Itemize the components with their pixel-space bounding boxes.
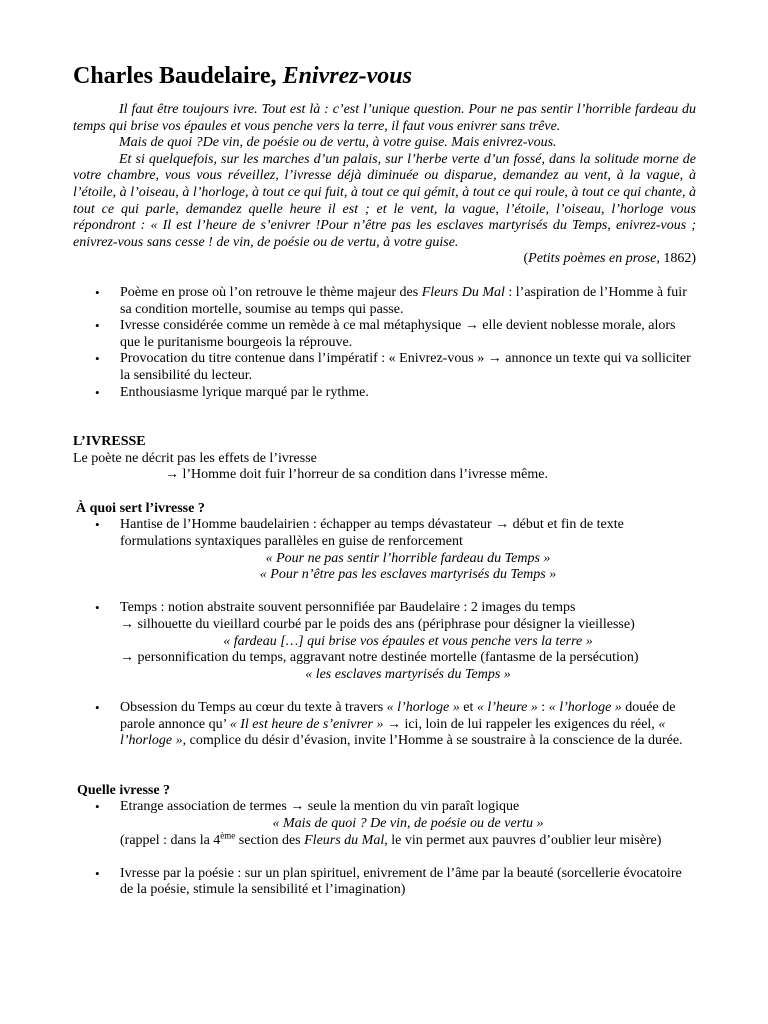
bullet-text: et	[459, 700, 477, 715]
poem-paragraph: Il faut être toujours ivre. Tout est là : c’est l’unique question. Pour ne pas sentir l’horrible fardeau du temps qui brise vos épaules et vous penche vers la terre, il faut vous enivrer sans trêve.	[73, 102, 696, 134]
poem-text	[73, 102, 696, 251]
list-item	[73, 285, 696, 318]
bullet-italic: Fleurs Du Mal	[421, 284, 505, 300]
quote: « Pour ne pas sentir l’horrible fardeau du Temps »	[265, 550, 551, 566]
intro-bullets	[73, 285, 696, 401]
body-line: Le poète ne décrit pas les effets de l’ivresse	[73, 450, 317, 466]
bullet-italic: « l’heure »	[476, 700, 538, 715]
bullet-subline	[120, 829, 696, 850]
page-title	[73, 58, 696, 94]
superscript: ème	[220, 829, 236, 840]
bullet-italic: « l’horloge »	[548, 700, 622, 715]
section-quelle	[73, 783, 696, 899]
poem-source	[73, 251, 696, 268]
bullet-text: :	[537, 700, 549, 715]
quote: « fardeau […] qui brise vos épaules et vous penche vers la terre »	[223, 633, 593, 649]
bullet-text: , le vin permet aux pauvres d’oublier leur misère)	[384, 832, 662, 848]
list-item	[73, 517, 696, 583]
section-heading: Quelle ivresse ?	[77, 782, 171, 798]
bullet-text: (rappel : dans la 4	[120, 832, 221, 848]
quote: « Pour n’être pas les esclaves martyrisés du Temps »	[259, 567, 557, 583]
list-item	[73, 600, 696, 683]
bullet-text: , complice du désir d’évasion, invite l’Homme à se soustraire à la conscience de la durée.	[182, 733, 683, 749]
bullet-text: Temps : notion abstraite souvent personnifiée par Baudelaire : 2 images du temps	[120, 600, 576, 616]
bullet-italic: « l’horloge »	[386, 700, 460, 715]
bullet-text: section des	[235, 832, 305, 848]
bullet-italic: Fleurs du Mal	[304, 832, 385, 848]
title-author: Charles Baudelaire,	[73, 63, 277, 89]
source-paren: (	[523, 251, 529, 267]
bullet-text: douée de parole annonce qu’	[120, 700, 676, 732]
section-a-quoi	[73, 501, 696, 750]
list-item: • Ivresse considérée comme un remède à ce mal métaphysique → elle devient noblesse morale, alors que le puritanisme bourgeois la réprouve.	[73, 318, 696, 351]
document-page	[73, 58, 696, 899]
list-item	[73, 799, 696, 849]
poem-paragraph: Mais de quoi ?De vin, de poésie ou de vertu, à votre guise. Mais enivrez-vous.	[119, 135, 557, 151]
body-line: → l’Homme doit fuir l’horreur de sa condition dans l’ivresse même.	[165, 467, 548, 483]
bullet-text: : l’aspiration de l’Homme à fuir sa condition mortelle, soumise au temps qui passe.	[120, 284, 687, 317]
a-quoi-bullets	[73, 517, 696, 749]
source-year: 1862)	[659, 251, 696, 267]
bullet-italic: « l’horloge »	[120, 716, 666, 749]
quote: « Mais de quoi ? De vin, de poésie ou de vertu »	[272, 815, 544, 831]
list-item: • Provocation du titre contenue dans l’impératif : « Enivrez-vous » → annonce un texte qui va solliciter la sensibilité du lecteur.	[73, 351, 696, 384]
bullet-subline: → silhouette du vieillard courbé par le poids des ans (périphrase pour désigner la vieillesse)	[120, 617, 635, 633]
quote: « les esclaves martyrisés du Temps »	[305, 666, 511, 682]
section-heading: À quoi sert l’ivresse ?	[76, 500, 205, 516]
section-heading: L’IVRESSE	[73, 434, 146, 450]
title-work: Enivrez-vous	[282, 63, 412, 89]
source-title: Petits poèmes en prose,	[528, 251, 660, 267]
bullet-text: Hantise de l’Homme baudelairien : échapper au temps dévastateur → début et fin de texte formulations syntaxiques parallèles en guise de renforcement	[120, 517, 624, 550]
bullet-text: Obsession du Temps au cœur du texte à travers	[120, 700, 387, 715]
bullet-italic: « Il est heure de s’enivrer »	[229, 716, 384, 732]
poem-paragraph: Et si quelquefois, sur les marches d’un palais, sur l’herbe verte d’un fossé, dans la solitude morne de votre chambre, vous vous réveillez, l’ivresse déjà diminuée ou disparue, demandez au vent, à la vague, à l’étoile, à l’oiseau, à l’horloge, à tout ce qui fuit, à tout ce qui gémit, à tout ce qui roule, à tout ce qui chante, à tout ce qui parle, demandez quelle heure il est ; et le vent, la vague, l’étoile, l’oiseau, l’horloge vous répondront : « Il est l’heure de s’enivrer !Pour n’être pas les esclaves martyrisés du Temps, enivrez-vous ; enivrez-vous sans cesse ! de vin, de poésie ou de vertu, à votre guise.	[73, 151, 696, 250]
section-ivresse	[73, 434, 696, 484]
bullet-text: Poème en prose où l’on retrouve le thème majeur des	[120, 284, 422, 300]
list-item: • Ivresse par la poésie : sur un plan spirituel, enivrement de l’âme par la beauté (sorcellerie évocatoire de la poésie, stimule la sensibilité et l’imagination)	[73, 866, 696, 899]
list-item	[73, 700, 696, 750]
bullet-subline: → personnification du temps, aggravant notre destinée mortelle (fantasme de la persécution)	[120, 650, 639, 666]
bullet-text: → ici, loin de lui rappeler les exigences du réel,	[383, 716, 659, 732]
bullet-text: Etrange association de termes → seule la mention du vin paraît logique	[120, 799, 520, 815]
quelle-bullets	[73, 799, 696, 899]
list-item: • Enthousiasme lyrique marqué par le rythme.	[73, 385, 696, 402]
